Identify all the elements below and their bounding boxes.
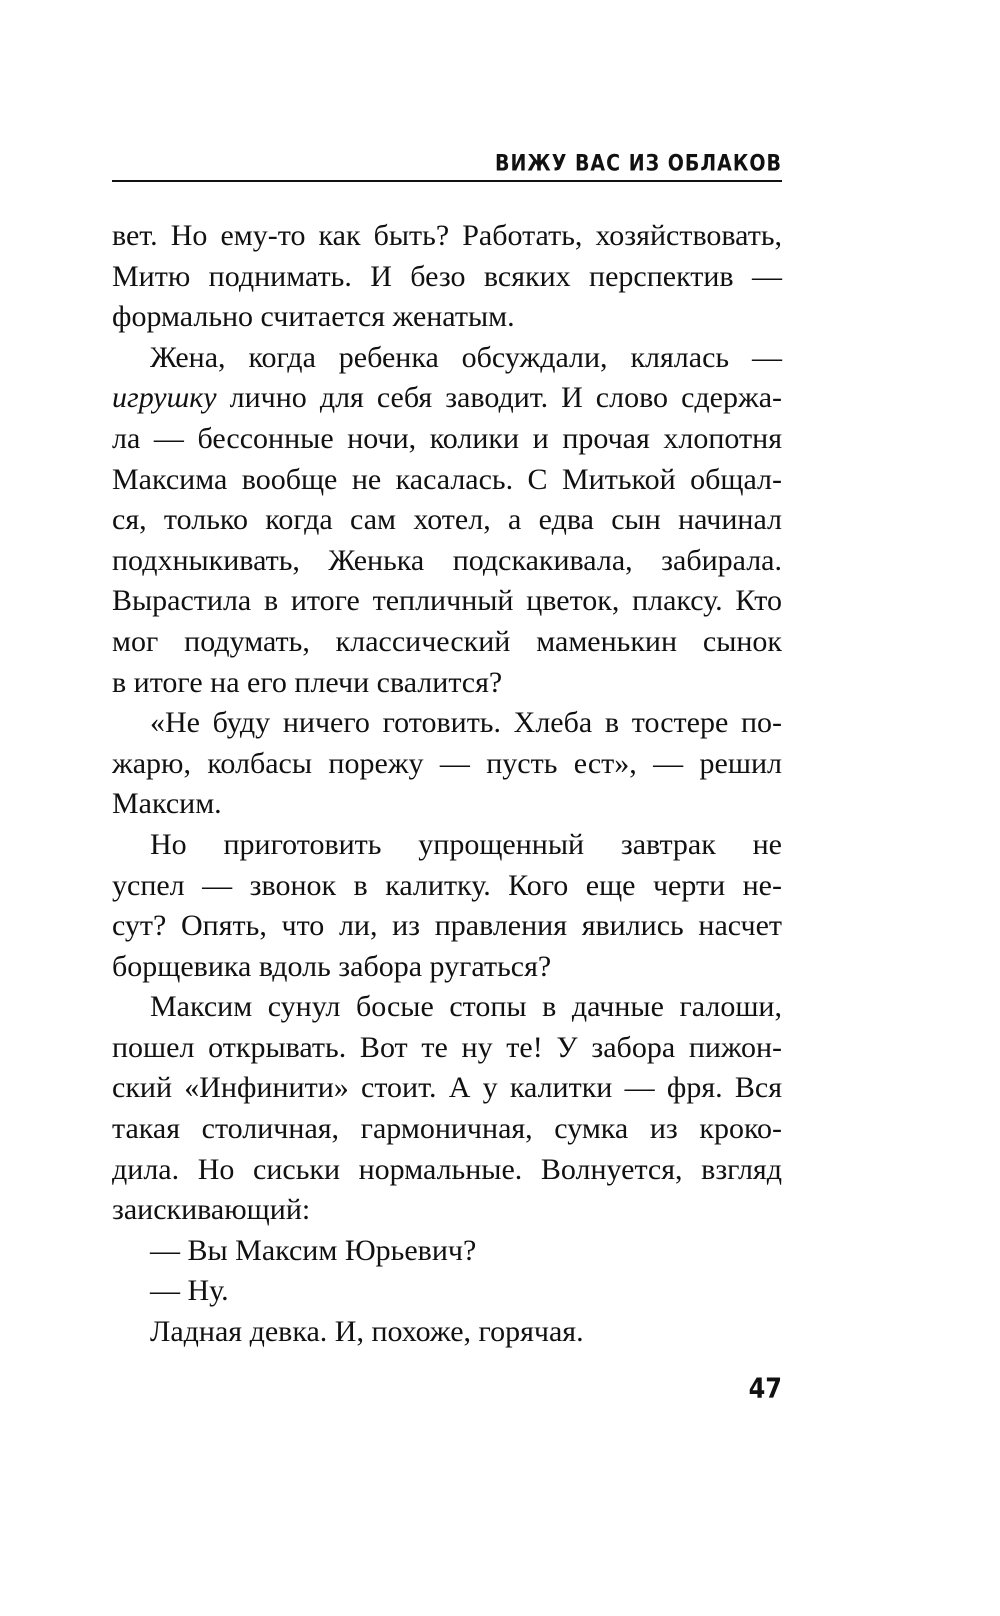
text-line: пошел открывать. Вот те ну те! У забора пижон- xyxy=(112,1030,782,1064)
text-line: дила. Но сиськи нормальные. Волнуется, взгляд xyxy=(112,1152,782,1186)
text-line: Митю поднимать. И безо всяких перспектив — xyxy=(112,259,782,293)
header-rule xyxy=(112,180,782,182)
text-line: формально считается женатым. xyxy=(112,300,515,334)
dialogue-line: — Вы Максим Юрьевич? xyxy=(150,1233,477,1267)
text-line: сут? Опять, что ли, из правления явились насчет xyxy=(112,909,782,943)
text-line: мог подумать, классический маменькин сынок xyxy=(112,624,782,658)
text-line: вет. Но ему-то как быть? Работать, хозяйствовать, xyxy=(112,219,782,252)
dialogue-line: — Ну. xyxy=(150,1274,229,1308)
text-line-rest: лично для себя заводит. И слово сдержа- xyxy=(229,381,782,415)
text-line: успел — звонок в калитку. Кого еще черти не- xyxy=(112,868,782,902)
text-line: в итоге на его плечи свалится? xyxy=(112,665,503,699)
text-line: такая столичная, гармоничная, сумка из кроко- xyxy=(112,1112,782,1146)
text-line: борщевика вдоль забора ругаться? xyxy=(112,949,552,983)
text-line xyxy=(112,378,782,419)
text-line: Жена, когда ребенка обсуждали, клялась — xyxy=(150,340,782,374)
text-line: Максим. xyxy=(112,787,222,821)
text-line: Но приготовить упрощенный завтрак не xyxy=(150,827,782,861)
text-line: «Не буду ничего готовить. Хлеба в тостере по- xyxy=(150,706,782,740)
page-number: 47 xyxy=(748,1372,782,1405)
text-line: заискивающий: xyxy=(112,1193,311,1227)
body-text xyxy=(112,216,782,1353)
text-line: ся, только когда сам хотел, а едва сын начинал xyxy=(112,503,782,537)
text-line: Максима вообще не касалась. С Митькой общал- xyxy=(112,462,782,496)
text-line: Вырастила в итоге тепличный цветок, плаксу. Кто xyxy=(112,584,782,618)
text-line: подхныкивать, Женька подскакивала, забирала. xyxy=(112,543,782,577)
text-line: жарю, колбасы порежу — пусть ест», — решил xyxy=(112,746,782,780)
italic-word: игрушку xyxy=(112,381,217,415)
text-line: Ладная девка. И, похоже, горячая. xyxy=(150,1315,584,1349)
text-line: Максим сунул босые стопы в дачные галоши, xyxy=(150,990,782,1024)
text-line: ла — бессонные ночи, колики и прочая хлопотня xyxy=(112,421,782,455)
text-line: ский «Инфинити» стоит. А у калитки — фря. Вся xyxy=(112,1071,782,1105)
running-header: ВИЖУ ВАС ИЗ ОБЛАКОВ xyxy=(495,151,782,177)
